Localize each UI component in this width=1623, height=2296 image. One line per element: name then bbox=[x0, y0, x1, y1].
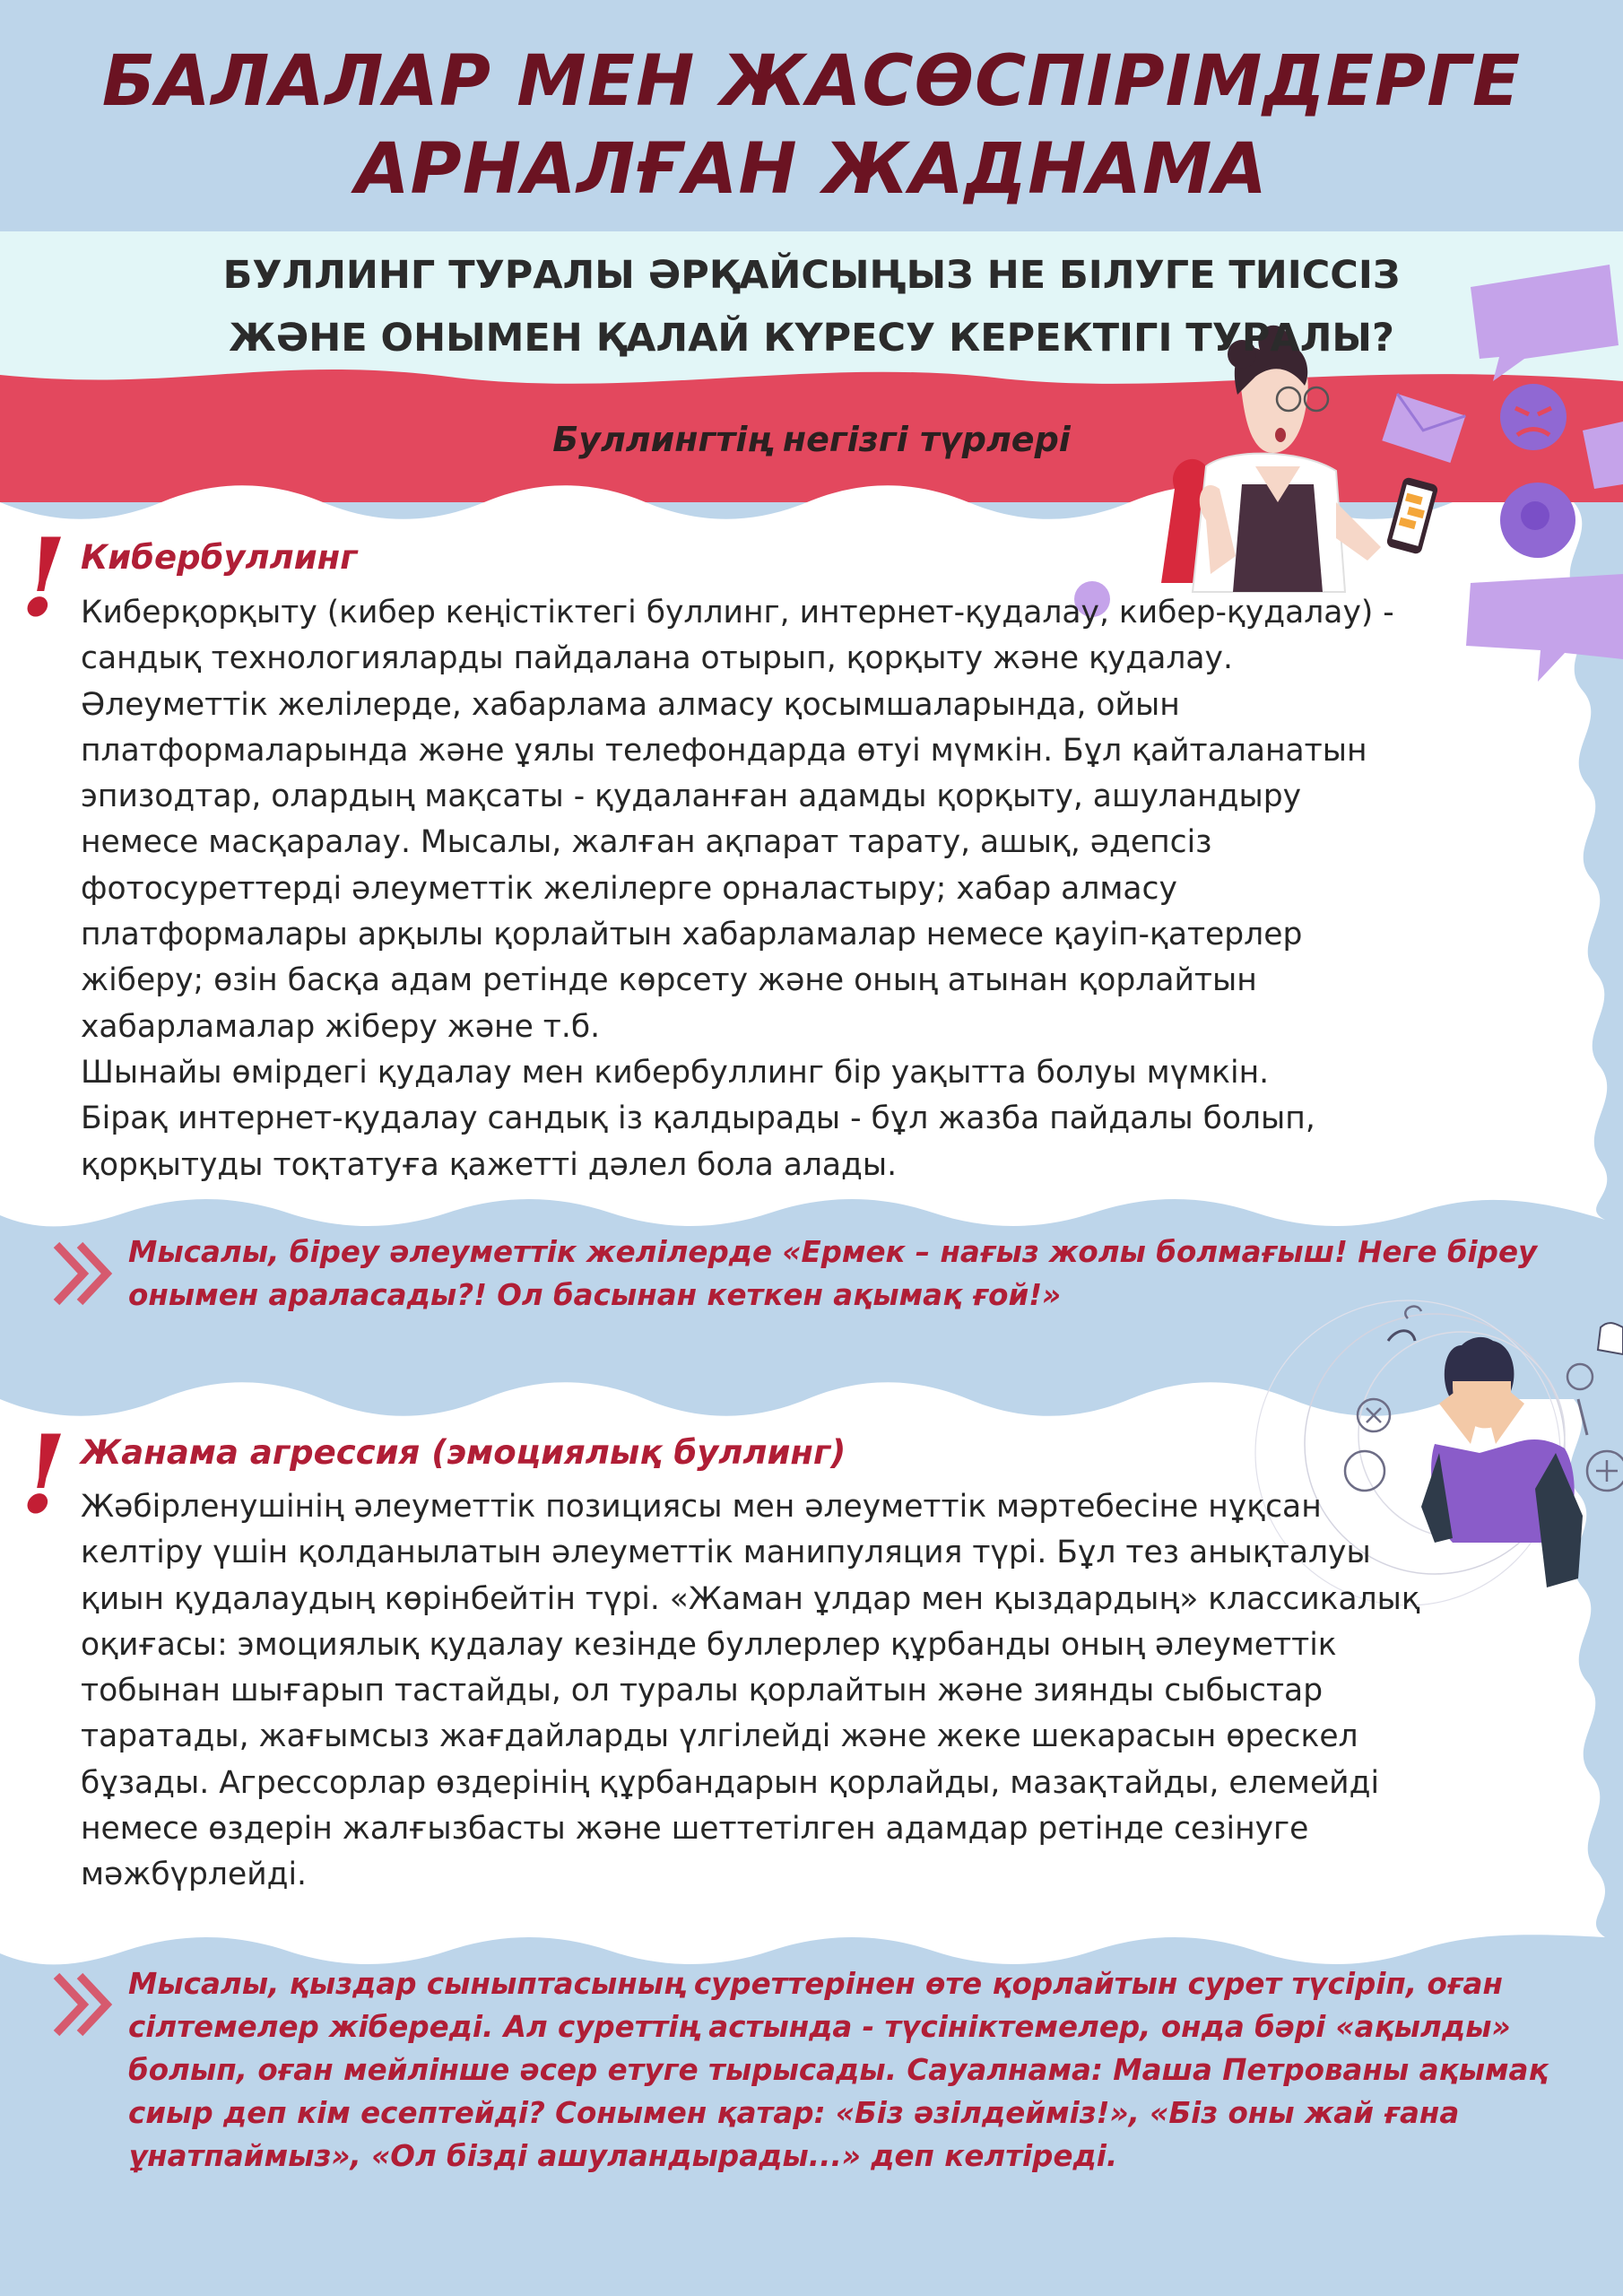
body-line: оқиғасы: эмоциялық қудалау кезінде буллерлер құрбанды оның әлеуметтік bbox=[81, 1626, 1337, 1663]
double-chevron-icon bbox=[49, 1238, 121, 1309]
body-line: сандық технологияларды пайдалана отырып, қорқыту және қудалау. bbox=[81, 640, 1233, 677]
example-line: Мысалы, қыздар сыныптасының суреттерінен өте қорлайтын сурет түсіріп, оған bbox=[128, 1967, 1503, 2001]
body-line: келтіру үшін қолданылатын әлеуметтік манипуляция түрі. Бұл тез анықталуы bbox=[81, 1535, 1371, 1571]
angry-emoji-icon bbox=[1500, 384, 1567, 450]
bullying-types-heading: Буллингтің негізгі түрлері bbox=[552, 420, 1071, 459]
section-body-cyberbullying bbox=[81, 590, 1605, 1188]
body-line: Бірақ интернет-қудалау сандық із қалдырады - бұл жазба пайдалы болып, bbox=[81, 1100, 1315, 1137]
example-line: болып, оған мейлінше әсер етуге тырысады. Сауалнама: Маша Петрованы ақымақ bbox=[128, 2053, 1549, 2087]
body-line: қиын қудалаудың көрінбейтін түрі. «Жаман ұлдар мен қыздардың» классикалық bbox=[81, 1580, 1420, 1617]
exclamation-mark-icon: ! bbox=[20, 1412, 67, 1538]
body-line: Жәбірленушінің әлеуметтік позициясы мен әлеуметтік мәртебесіне нұқсан bbox=[81, 1489, 1322, 1525]
body-line: Киберқорқыту (кибер кеңістіктегі буллинг, интернет-қудалау, кибер-қудалау) - bbox=[81, 595, 1394, 631]
body-line: фотосуреттерді әлеуметтік желілерге орналастыру; хабар алмасу bbox=[81, 870, 1177, 907]
body-line: немесе масқаралау. Мысалы, жалған ақпарат тарату, ашық, әдепсіз bbox=[81, 824, 1212, 861]
body-line: платформаларында және ұялы телефондарда өтуі мүмкін. Бұл қайталанатын bbox=[81, 732, 1367, 769]
main-title-line-1: БАЛАЛАР МЕН ЖАСӨСПІРІМДЕРГЕ bbox=[101, 41, 1522, 122]
body-line: бұзады. Агрессорлар өздерінің құрбандарын қорлайды, мазақтайды, елемейді bbox=[81, 1764, 1380, 1801]
section-title-cyberbullying: Кибербуллинг bbox=[81, 538, 358, 577]
example-cyberbullying bbox=[128, 1231, 1599, 1317]
subtitle-line-2: ЖӘНЕ ОНЫМЕН ҚАЛАЙ КҮРЕСУ КЕРЕКТІГІ ТУРАЛЫ? bbox=[229, 316, 1394, 361]
example-line: ұнатпаймыз», «Ол бізді ашуландырады...» деп келтіреді. bbox=[128, 2139, 1118, 2173]
subtitle bbox=[0, 244, 1623, 370]
body-line: жіберу; өзін басқа адам ретінде көрсету және оның атынан қорлайтын bbox=[81, 962, 1257, 999]
body-line: эпизодтар, олардың мақсаты - қудаланған адамды қорқыту, ашуландыру bbox=[81, 778, 1302, 815]
section-title-relational-aggression: Жанама агрессия (эмоциялық буллинг) bbox=[81, 1433, 846, 1472]
example-relational-aggression bbox=[128, 1962, 1599, 2178]
body-line: тобынан шығарып тастайды, ол туралы қорлайтын және зиянды сыбыстар bbox=[81, 1673, 1324, 1709]
body-line: Әлеуметтік желілерде, хабарлама алмасу қосымшаларында, ойын bbox=[81, 686, 1180, 723]
example-line: Мысалы, біреу әлеуметтік желілерде «Ермек – нағыз жолы болмағыш! Неге біреу bbox=[128, 1235, 1538, 1269]
main-title-line-2: АРНАЛҒАН ЖАДНАМА bbox=[355, 129, 1268, 210]
example-line: сілтемелер жібереді. Ал суреттің астында - түсініктемелер, онда бәрі «ақылды» bbox=[128, 2010, 1511, 2044]
body-line: немесе өздерін жалғызбасты және шеттетілген адамдар ретінде сезінуге bbox=[81, 1811, 1309, 1848]
body-line: платформалары арқылы қорлайтын хабарламалар немесе қауіп-қатерлер bbox=[81, 917, 1303, 953]
example-line: онымен араласады?! Ол басынан кеткен ақымақ ғой!» bbox=[128, 1278, 1062, 1312]
body-line: хабарламалар жіберу және т.б. bbox=[81, 1008, 601, 1045]
example-line: сиыр деп кім есептейді? Сонымен қатар: «Біз әзілдейміз!», «Біз оны жай ғана bbox=[128, 2096, 1460, 2130]
body-line: Шынайы өмірдегі қудалау мен кибербуллинг бір уақытта болуы мүмкін. bbox=[81, 1054, 1270, 1091]
section-body-relational-aggression bbox=[81, 1484, 1605, 1899]
exclamation-mark-icon: ! bbox=[20, 515, 67, 641]
body-line: таратады, жағымсыз жағдайларды үлгілейді және жеке шекарасын өрескел bbox=[81, 1718, 1358, 1755]
double-chevron-icon bbox=[49, 1969, 121, 2040]
main-title bbox=[0, 38, 1623, 213]
body-line: мәжбүрлейді. bbox=[81, 1857, 308, 1893]
subtitle-line-1: БУЛЛИНГ ТУРАЛЫ ӘРҚАЙСЫҢЫЗ НЕ БІЛУГЕ ТИІССІЗ bbox=[222, 253, 1401, 298]
body-line: қорқытуды тоқтатуға қажетті дәлел бола алады. bbox=[81, 1146, 898, 1183]
